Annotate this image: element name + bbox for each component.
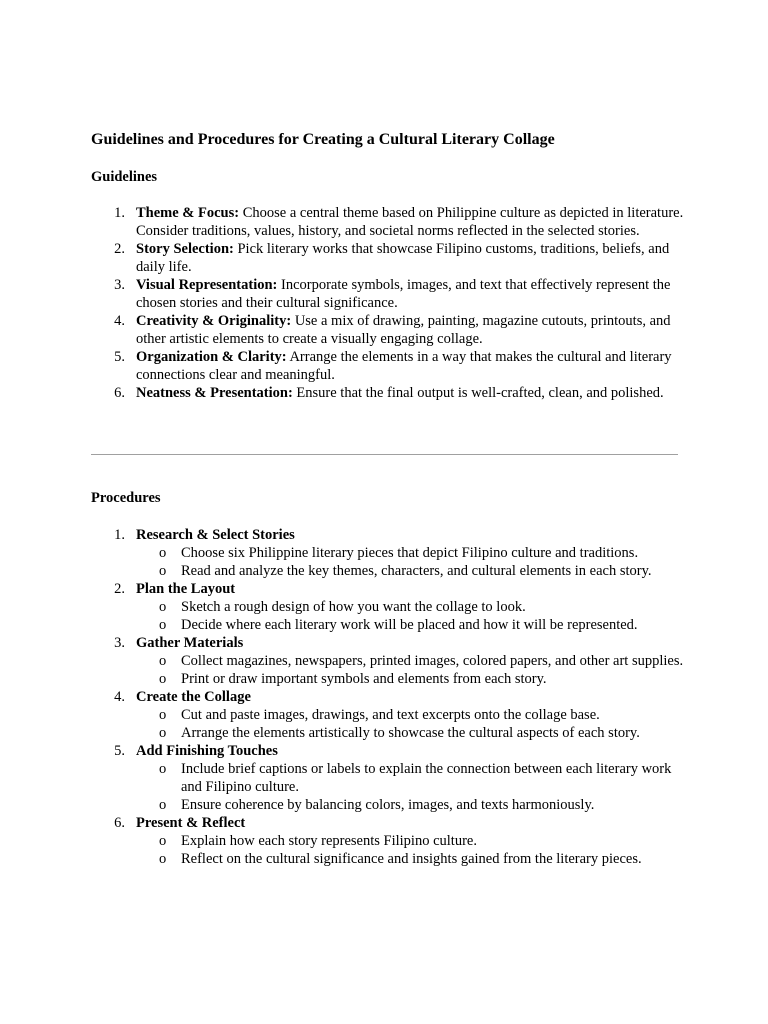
hollow-bullet-icon: o xyxy=(159,671,167,687)
procedure-sub-list xyxy=(136,544,691,580)
procedure-step xyxy=(91,814,691,868)
procedure-sub-item xyxy=(136,598,691,616)
guideline-item xyxy=(91,312,691,348)
guideline-lead: Story Selection: xyxy=(136,241,234,257)
procedure-step xyxy=(91,580,691,634)
procedure-title: Present & Reflect xyxy=(136,815,246,831)
guidelines-list xyxy=(91,204,691,402)
procedure-title: Create the Collage xyxy=(136,689,251,705)
procedure-sub-item xyxy=(136,706,691,724)
guideline-number: 5. xyxy=(114,349,125,365)
procedure-sub-list xyxy=(136,598,691,634)
hollow-bullet-icon: o xyxy=(159,833,167,849)
procedure-sub-text: Arrange the elements artistically to showcase the cultural aspects of each story. xyxy=(181,725,640,741)
procedure-sub-text: Cut and paste images, drawings, and text excerpts onto the collage base. xyxy=(181,707,600,723)
guideline-item xyxy=(91,384,691,402)
guideline-item xyxy=(91,276,691,312)
procedure-sub-item xyxy=(136,562,691,580)
procedure-sub-item xyxy=(136,832,691,850)
procedure-sub-text: Collect magazines, newspapers, printed images, colored papers, and other art supplies. xyxy=(181,653,684,669)
procedure-title: Add Finishing Touches xyxy=(136,743,278,759)
guideline-text: Pick literary works that showcase Filipino customs, traditions, beliefs, and daily life. xyxy=(136,241,670,275)
procedure-number: 2. xyxy=(114,581,125,597)
guidelines-heading: Guidelines xyxy=(91,169,158,185)
procedure-sub-list xyxy=(136,832,691,868)
hollow-bullet-icon: o xyxy=(159,599,167,615)
hollow-bullet-icon: o xyxy=(159,617,167,633)
guideline-item xyxy=(91,204,691,240)
procedure-sub-text: Read and analyze the key themes, characters, and cultural elements in each story. xyxy=(181,563,652,579)
procedure-step xyxy=(91,742,691,814)
guideline-number: 1. xyxy=(114,205,125,221)
procedures-heading: Procedures xyxy=(91,490,161,506)
guideline-lead: Creativity & Originality: xyxy=(136,313,292,329)
procedure-sub-text: Sketch a rough design of how you want the collage to look. xyxy=(181,599,526,615)
procedure-sub-item xyxy=(136,670,691,688)
procedure-sub-text: Ensure coherence by balancing colors, images, and texts harmoniously. xyxy=(181,797,595,813)
hollow-bullet-icon: o xyxy=(159,545,167,561)
guideline-number: 3. xyxy=(114,277,125,293)
guideline-text: Choose a central theme based on Philippine culture as depicted in literature. Consider traditions, values, history, and societal norms reflected in the selected stories. xyxy=(136,205,684,239)
procedure-sub-text: Explain how each story represents Filipino culture. xyxy=(181,833,477,849)
procedure-sub-item xyxy=(136,760,691,796)
procedure-sub-text: Include brief captions or labels to explain the connection between each literary work and Filipino culture. xyxy=(181,761,672,795)
procedure-sub-item xyxy=(136,616,691,634)
guideline-lead: Organization & Clarity: xyxy=(136,349,287,365)
procedure-sub-text: Reflect on the cultural significance and insights gained from the literary pieces. xyxy=(181,851,642,867)
procedure-title: Gather Materials xyxy=(136,635,244,651)
procedure-step xyxy=(91,688,691,742)
procedure-step xyxy=(91,526,691,580)
hollow-bullet-icon: o xyxy=(159,851,167,867)
procedure-sub-list xyxy=(136,760,691,814)
guideline-number: 4. xyxy=(114,313,125,329)
hollow-bullet-icon: o xyxy=(159,797,167,813)
procedure-number: 4. xyxy=(114,689,125,705)
document-title: Guidelines and Procedures for Creating a Cultural Literary Collage xyxy=(91,131,555,148)
guideline-number: 6. xyxy=(114,385,125,401)
hollow-bullet-icon: o xyxy=(159,653,167,669)
procedure-sub-text: Choose six Philippine literary pieces that depict Filipino culture and traditions. xyxy=(181,545,639,561)
guideline-lead: Theme & Focus: xyxy=(136,205,240,221)
hollow-bullet-icon: o xyxy=(159,563,167,579)
guideline-text: Arrange the elements in a way that makes the cultural and literary connections clear and meaningful. xyxy=(136,349,672,383)
procedure-number: 5. xyxy=(114,743,125,759)
guideline-text: Ensure that the final output is well-crafted, clean, and polished. xyxy=(292,385,664,401)
procedure-sub-item xyxy=(136,724,691,742)
procedures-list xyxy=(91,526,691,868)
horizontal-divider xyxy=(91,454,678,455)
hollow-bullet-icon: o xyxy=(159,761,167,777)
guideline-lead: Visual Representation: xyxy=(136,277,278,293)
guideline-text: Use a mix of drawing, painting, magazine cutouts, printouts, and other artistic elements to create a visually engaging collage. xyxy=(136,313,671,347)
procedure-sub-item xyxy=(136,850,691,868)
procedure-step xyxy=(91,634,691,688)
procedure-sub-text: Decide where each literary work will be placed and how it will be represented. xyxy=(181,617,638,633)
procedure-sub-item xyxy=(136,544,691,562)
procedure-number: 1. xyxy=(114,527,125,543)
procedure-title: Research & Select Stories xyxy=(136,527,295,543)
procedure-number: 6. xyxy=(114,815,125,831)
procedure-sub-item xyxy=(136,796,691,814)
hollow-bullet-icon: o xyxy=(159,725,167,741)
guideline-lead: Neatness & Presentation: xyxy=(136,385,293,401)
guideline-item xyxy=(91,348,691,384)
procedure-sub-list xyxy=(136,706,691,742)
procedure-number: 3. xyxy=(114,635,125,651)
procedure-sub-list xyxy=(136,652,691,688)
procedure-sub-text: Print or draw important symbols and elements from each story. xyxy=(181,671,547,687)
hollow-bullet-icon: o xyxy=(159,707,167,723)
procedure-sub-item xyxy=(136,652,691,670)
guideline-number: 2. xyxy=(114,241,125,257)
procedure-title: Plan the Layout xyxy=(136,581,236,597)
guideline-item xyxy=(91,240,691,276)
guideline-text: Incorporate symbols, images, and text that effectively represent the chosen stories and their cultural significance. xyxy=(136,277,671,311)
